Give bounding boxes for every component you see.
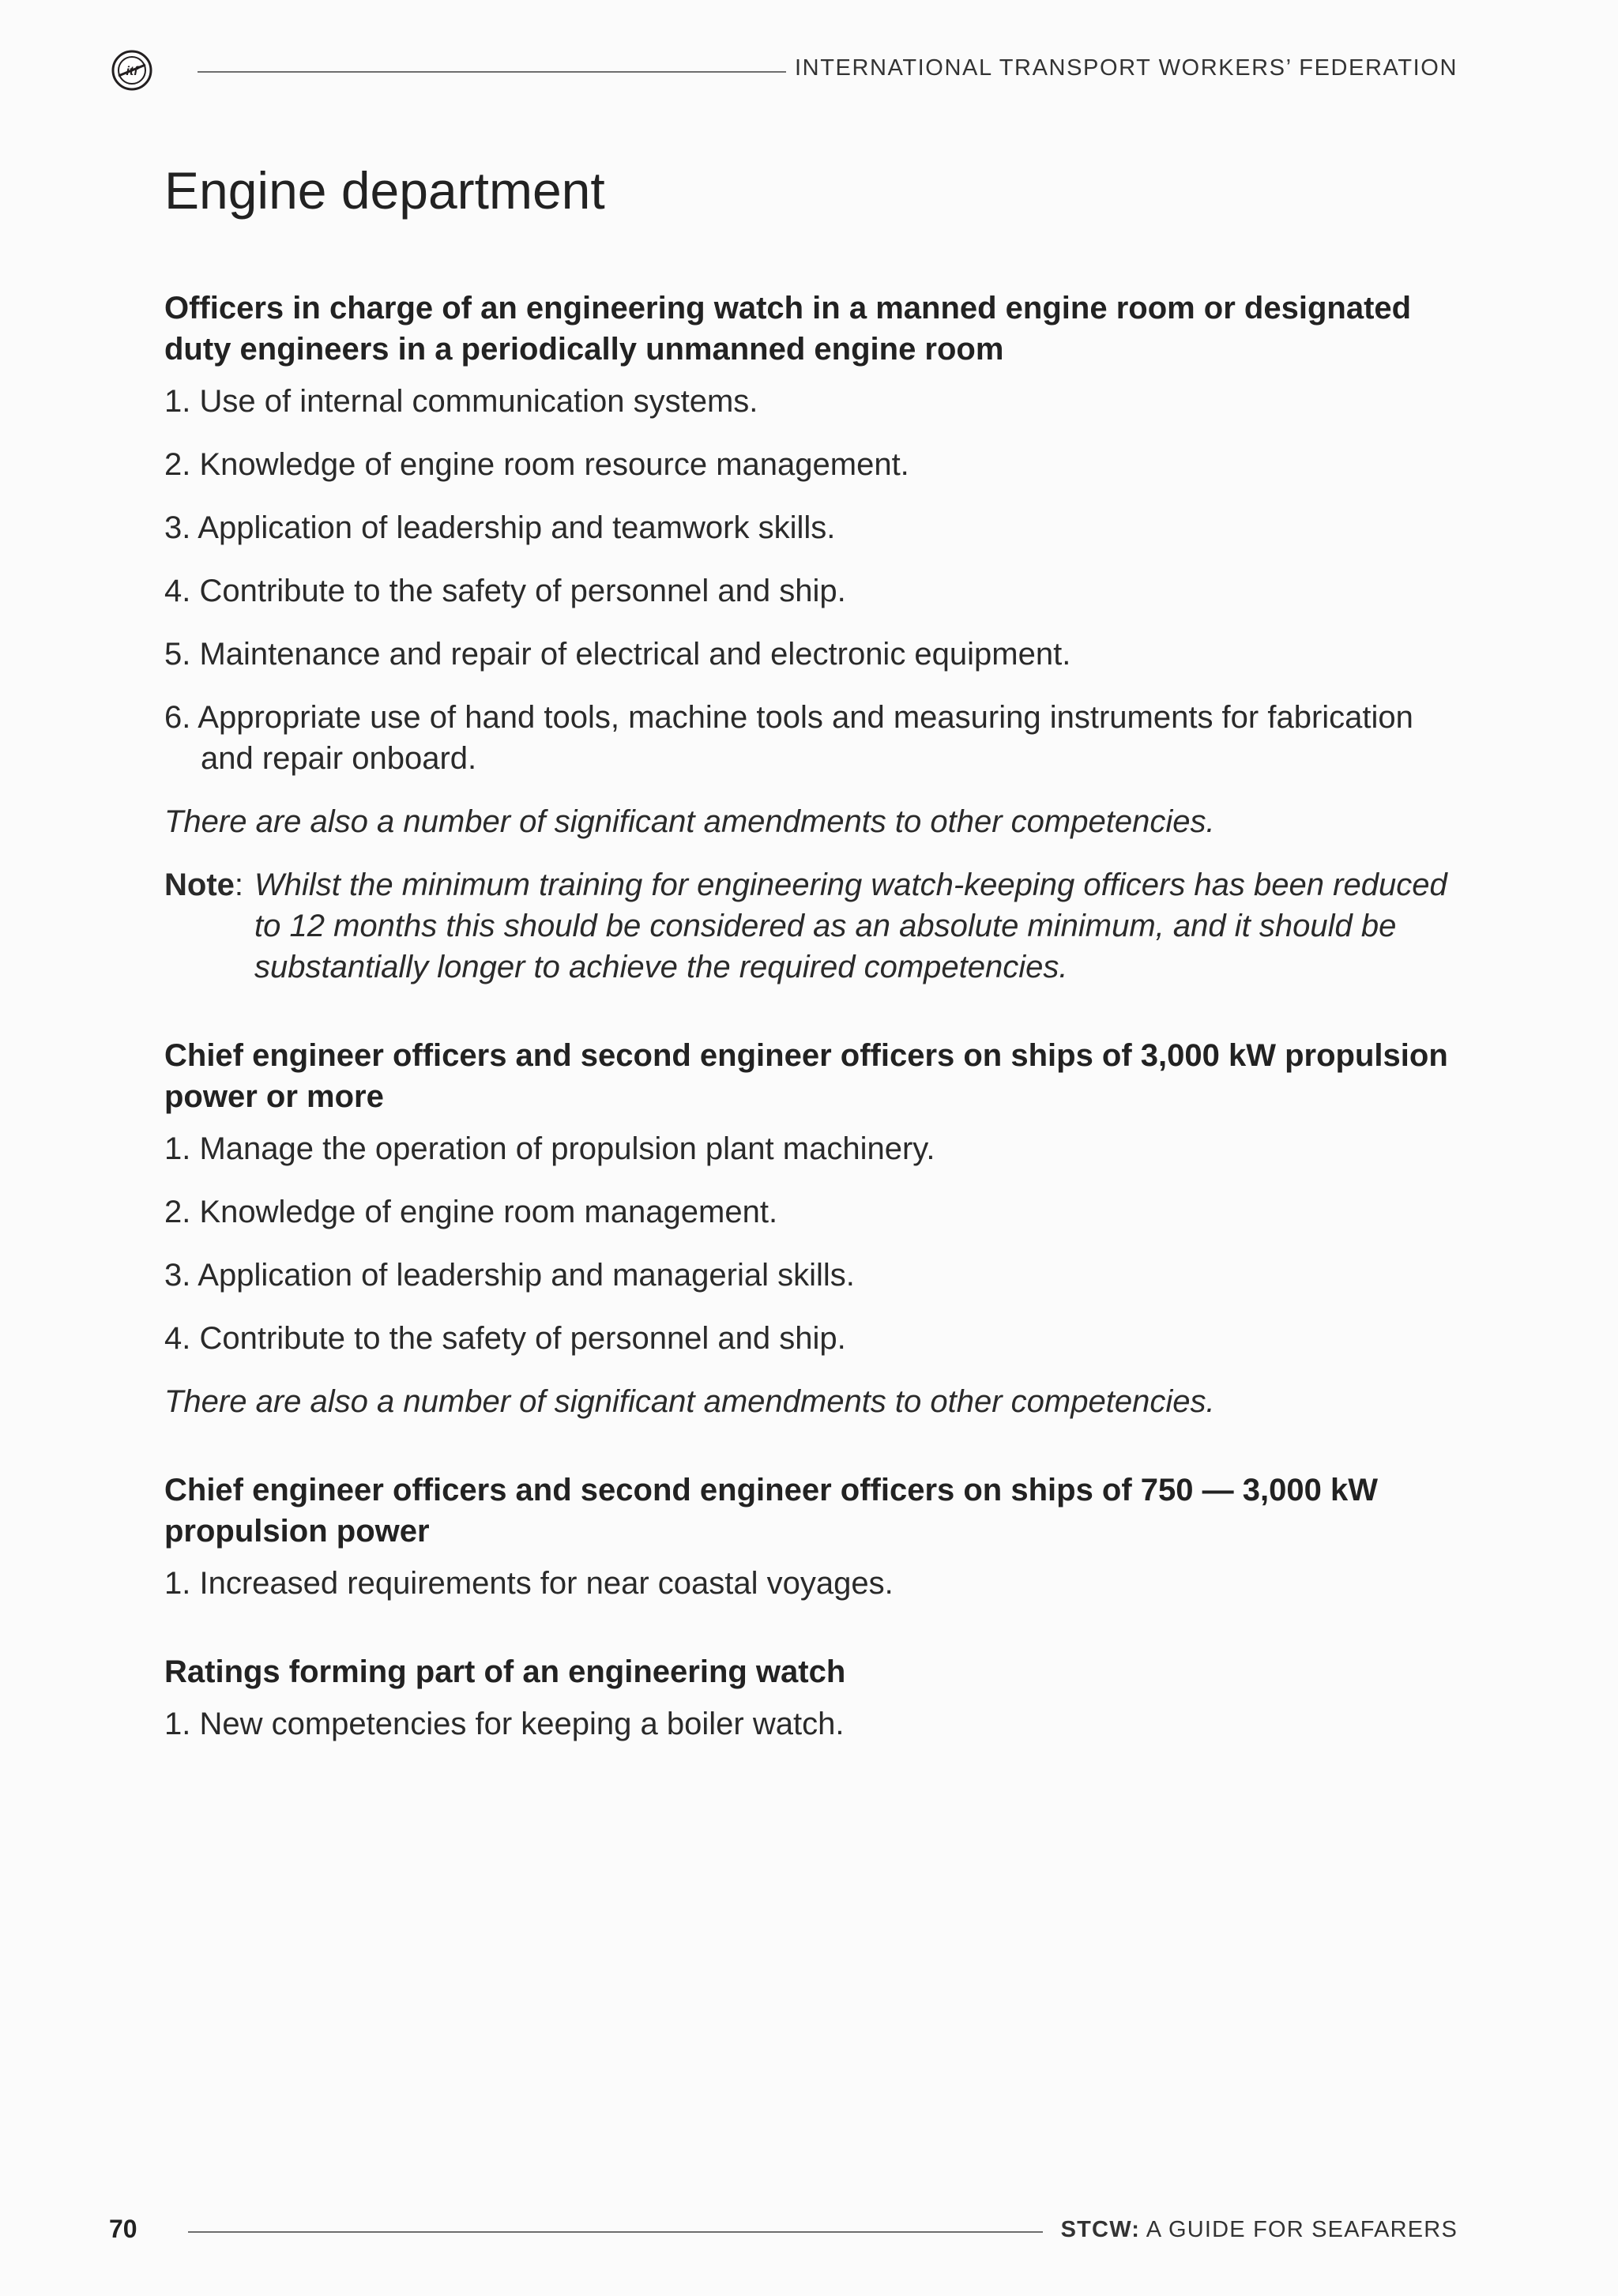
competency-list bbox=[164, 1703, 1460, 1745]
footer-publication-title bbox=[1051, 2217, 1458, 2243]
section-chief-engineers-750-3000kw bbox=[164, 1470, 1460, 1604]
list-item: 3. Application of leadership and managerial skills. bbox=[164, 1258, 855, 1293]
list-item: 2. Knowledge of engine room management. bbox=[164, 1195, 778, 1229]
list-item: 3. Application of leadership and teamwork skills. bbox=[164, 510, 836, 545]
note-block bbox=[164, 864, 1460, 988]
amendment-note: There are also a number of significant amendments to other competencies. bbox=[164, 1384, 1215, 1419]
competency-list bbox=[164, 381, 1460, 779]
list-item: 1. Manage the operation of propulsion plant machinery. bbox=[164, 1131, 935, 1166]
competency-list bbox=[164, 1563, 1460, 1604]
list-item: 1. Use of internal communication systems. bbox=[164, 384, 758, 419]
note-label: Note bbox=[164, 868, 235, 902]
page-number: 70 bbox=[109, 2215, 137, 2243]
section-heading: Chief engineer officers and second engineer officers on ships of 750 — 3,000 kW propulsion power bbox=[164, 1473, 1378, 1549]
svg-text:itf: itf bbox=[126, 65, 138, 78]
page-title: Engine department bbox=[164, 161, 605, 220]
list-item: 1. Increased requirements for near coastal voyages. bbox=[164, 1566, 894, 1601]
publication-title-rest: A GUIDE FOR SEAFARERS bbox=[1140, 2217, 1458, 2242]
main-content bbox=[164, 155, 1460, 1792]
itf-logo-icon bbox=[111, 49, 153, 92]
section-heading: Officers in charge of an engineering watch in a manned engine room or designated duty engineers in a periodically unmanned engine room bbox=[164, 291, 1412, 367]
amendment-note: There are also a number of significant amendments to other competencies. bbox=[164, 804, 1215, 839]
list-item: 4. Contribute to the safety of personnel and ship. bbox=[164, 574, 846, 608]
publication-title-bold: STCW: bbox=[1060, 2217, 1141, 2242]
note-separator: : bbox=[234, 868, 244, 902]
list-item: 2. Knowledge of engine room resource management. bbox=[164, 447, 909, 482]
footer-divider bbox=[188, 2231, 1043, 2233]
header-organization: INTERNATIONAL TRANSPORT WORKERS’ FEDERATION bbox=[795, 55, 1458, 81]
section-heading: Ratings forming part of an engineering watch bbox=[164, 1654, 846, 1689]
list-item: 5. Maintenance and repair of electrical and electronic equipment. bbox=[164, 637, 1071, 672]
list-item: 6. Appropriate use of hand tools, machine tools and measuring instruments for fabrication and repair onboard. bbox=[164, 700, 1413, 776]
note-text: Whilst the minimum training for engineering watch-keeping officers has been reduced to 12 months this should be considered as an absolute minimum, and it should be substantially longer to achieve the required competencies. bbox=[254, 868, 1447, 984]
competency-list bbox=[164, 1128, 1460, 1359]
list-item: 1. New competencies for keeping a boiler watch. bbox=[164, 1707, 845, 1741]
list-item: 4. Contribute to the safety of personnel and ship. bbox=[164, 1321, 846, 1356]
section-engineering-ratings bbox=[164, 1651, 1460, 1745]
section-watch-officers bbox=[164, 288, 1460, 988]
section-chief-engineers-3000kw bbox=[164, 1035, 1460, 1422]
header-divider bbox=[198, 71, 786, 73]
section-heading: Chief engineer officers and second engineer officers on ships of 3,000 kW propulsion power or more bbox=[164, 1038, 1448, 1114]
